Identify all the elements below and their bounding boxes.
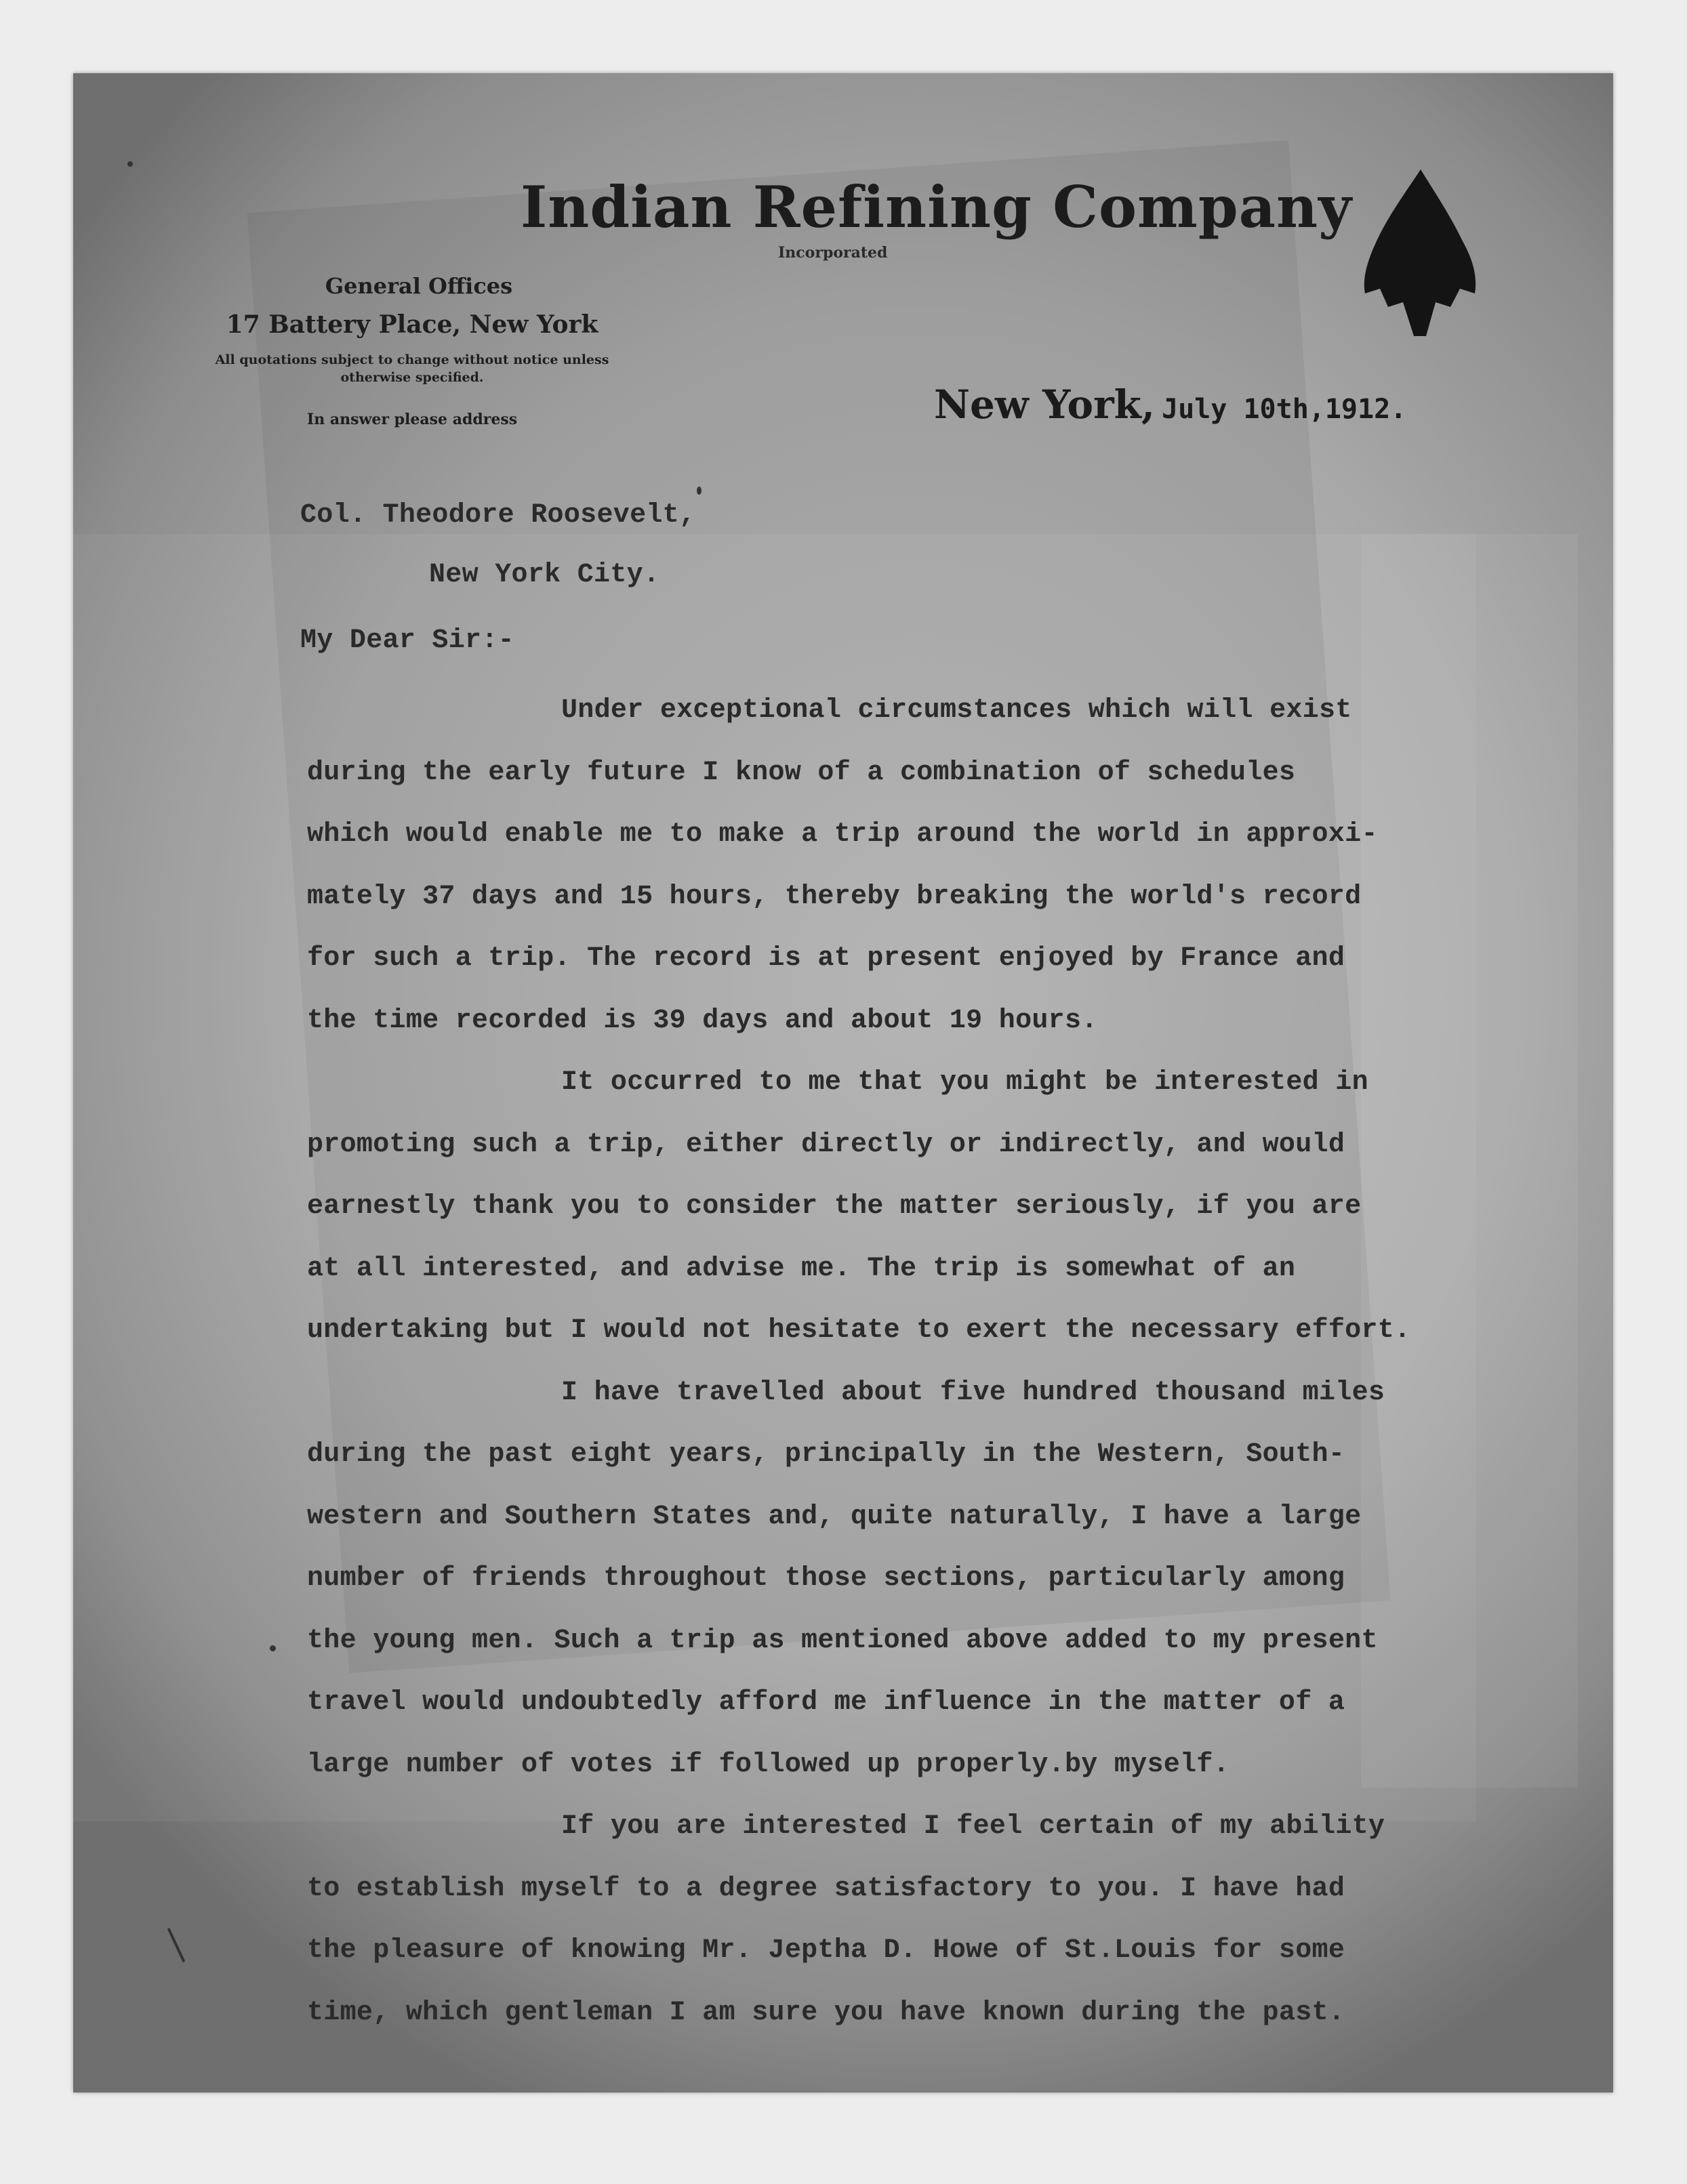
paragraph-4	[307, 1796, 1595, 2044]
body-line: during the past eight years, principally in the Western, South-	[307, 1439, 1345, 1470]
arrowhead-icon	[1361, 168, 1480, 337]
body-line: travel would undoubtedly afford me influence in the matter of a	[307, 1687, 1345, 1718]
paragraph-1	[307, 680, 1595, 1052]
reply-note: In answer please address	[306, 411, 518, 428]
quotations-note: All quotations subject to change without notice unless otherwise specified.	[215, 352, 609, 385]
body-line: the time recorded is 39 days and about 19 hours.	[307, 1005, 1098, 1036]
salutation: My Dear Sir:-	[300, 625, 514, 656]
letter-date: July 10th,1912.	[1162, 394, 1407, 425]
body-line: It occurred to me that you might be interested in	[561, 1067, 1368, 1098]
body-line: undertaking but I would not hesitate to exert the necessary effort.	[307, 1315, 1411, 1346]
body-line: at all interested, and advise me. The trip is somewhat of an	[307, 1253, 1296, 1284]
scan-speck	[270, 1645, 276, 1651]
body-line: western and Southern States and, quite naturally, I have a large	[307, 1501, 1362, 1532]
dateline-place: New York,	[934, 382, 1156, 428]
recipient-city: New York City.	[429, 560, 660, 590]
scan-speck	[697, 487, 702, 495]
body-line: for such a trip. The record is at present enjoyed by France and	[307, 943, 1345, 974]
scanned-letter	[73, 73, 1613, 2093]
scan-speck	[167, 1928, 186, 1963]
body-line: I have travelled about five hundred thousand miles	[561, 1377, 1385, 1408]
paragraph-3	[307, 1362, 1595, 1796]
body-line: earnestly thank you to consider the matter seriously, if you are	[307, 1191, 1362, 1222]
body-line: number of friends throughout those sections, particularly among	[307, 1563, 1345, 1594]
body-line: large number of votes if followed up properly.by myself.	[307, 1749, 1230, 1780]
body-line: Under exceptional circumstances which will exist	[561, 695, 1352, 726]
scan-speck	[127, 161, 133, 167]
dateline	[934, 382, 1406, 428]
body-line: time, which gentleman I am sure you have known during the past.	[307, 1997, 1345, 2028]
letter-body	[307, 680, 1595, 2044]
paragraph-2	[307, 1052, 1595, 1362]
body-line: the pleasure of knowing Mr. Jeptha D. Howe of St.Louis for some	[307, 1935, 1345, 1966]
body-line: to establish myself to a degree satisfactory to you. I have had	[307, 1873, 1345, 1904]
body-line: which would enable me to make a trip around the world in approxi-	[307, 819, 1378, 850]
offices-label: General Offices	[325, 273, 513, 299]
incorporated-note: Incorporated	[778, 244, 888, 262]
body-line: the young men. Such a trip as mentioned above added to my present	[307, 1625, 1378, 1656]
body-line: mately 37 days and 15 hours, thereby breaking the world's record	[307, 881, 1362, 912]
recipient-name: Col. Theodore Roosevelt,	[300, 500, 696, 531]
body-line: If you are interested I feel certain of my ability	[561, 1811, 1385, 1842]
office-address: 17 Battery Place, New York	[226, 310, 598, 339]
company-name: Indian Refining Company	[521, 173, 1352, 241]
body-line: during the early future I know of a combination of schedules	[307, 757, 1296, 788]
body-line: promoting such a trip, either directly or indirectly, and would	[307, 1129, 1345, 1160]
